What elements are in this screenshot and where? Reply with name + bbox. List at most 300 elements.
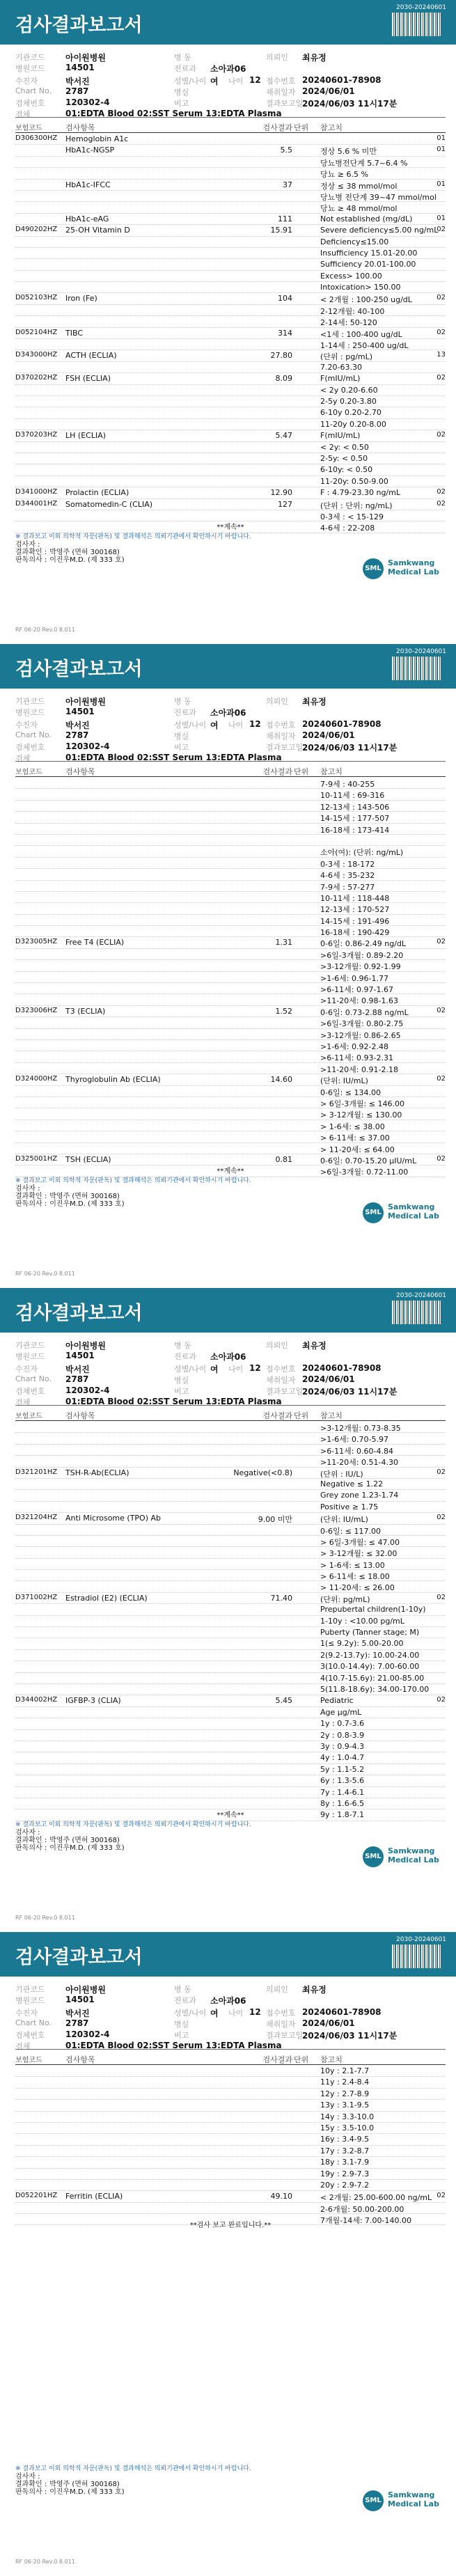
table-row bbox=[15, 937, 446, 948]
column-header-unit: 단위 bbox=[294, 123, 309, 132]
table-row bbox=[15, 134, 446, 145]
info-label: 수진자 bbox=[15, 77, 38, 86]
info-value: 최유정 bbox=[302, 1341, 327, 1351]
info-label: Chart No. bbox=[15, 730, 52, 739]
reference-range: F(mIU/mL) bbox=[320, 374, 361, 384]
signature-line bbox=[15, 1200, 251, 1208]
table-row bbox=[15, 1040, 446, 1051]
specimen-flag: 01 bbox=[437, 214, 446, 222]
column-header-unit: 단위 bbox=[294, 2055, 309, 2064]
lab-logo-mark: SML bbox=[363, 558, 384, 579]
lab-name-line1: Samkwang bbox=[388, 1846, 435, 1855]
table-row bbox=[15, 1525, 446, 1536]
table-row bbox=[15, 1513, 446, 1524]
table-row bbox=[15, 373, 446, 384]
signature-value: 박영주 (면허 300168) bbox=[49, 549, 120, 556]
info-value: 소아과06 bbox=[210, 708, 246, 718]
reference-range: Positive ≥ 1.75 bbox=[320, 1502, 379, 1511]
info-label: 진료과 bbox=[174, 708, 196, 717]
page-header bbox=[0, 1288, 456, 1333]
table-row bbox=[15, 983, 446, 994]
table-row bbox=[15, 801, 446, 812]
signature-value: 이진우M.D. (제 333 호) bbox=[49, 1200, 125, 1208]
reference-range: 0-3세 : < 15-129 bbox=[320, 512, 384, 521]
column-header-ref: 참고치 bbox=[320, 767, 343, 776]
signature-value: 이진우M.D. (제 333 호) bbox=[49, 2488, 125, 2496]
info-value: 120302-4 bbox=[65, 97, 110, 107]
info-value: 아이원병원 bbox=[65, 53, 106, 63]
report-page bbox=[0, 1932, 456, 2576]
test-result: 5.47 bbox=[275, 431, 292, 441]
reference-range: 20y : 2.9-7.2 bbox=[320, 2180, 370, 2190]
reference-range: > 11-20세: ≤ 26.00 bbox=[320, 1583, 395, 1593]
reference-range: >3-12개월: 0.92-1.99 bbox=[320, 962, 401, 972]
table-row bbox=[15, 2066, 446, 2077]
info-value: 박서진 bbox=[65, 721, 90, 730]
info-label: Chart No. bbox=[15, 2018, 52, 2027]
reference-range: > 6일-3개월: ≤ 47.00 bbox=[320, 1537, 400, 1547]
lab-logo-mark: SML bbox=[363, 1846, 384, 1867]
test-name: LH (ECLIA) bbox=[65, 431, 107, 441]
test-name: HbA1c-NGSP bbox=[65, 146, 115, 155]
info-label: 수진자 bbox=[15, 721, 38, 730]
table-row bbox=[15, 1502, 446, 1513]
signature-label: 결과확인 : bbox=[15, 1837, 47, 1844]
test-result: 5.5 bbox=[280, 146, 292, 155]
reference-range: < 2개월: 25.00-600.00 ng/mL bbox=[320, 2193, 432, 2203]
info-value: 최유정 bbox=[302, 1985, 327, 1995]
reference-range: (단위: pg/mL) bbox=[320, 1594, 370, 1604]
column-header-result: 검사결과 bbox=[262, 2055, 292, 2064]
test-name: Ferritin (ECLIA) bbox=[65, 2192, 123, 2201]
table-row bbox=[15, 396, 446, 407]
info-label: 채취일자 bbox=[266, 2020, 296, 2029]
info-label: 접수번호 bbox=[266, 2009, 296, 2018]
reference-range: 4-6세 : 22-208 bbox=[320, 524, 375, 533]
table-row bbox=[15, 881, 446, 892]
table-row bbox=[15, 168, 446, 179]
table-row bbox=[15, 328, 446, 339]
reference-range: 1y : 0.7-3.6 bbox=[320, 1719, 365, 1729]
test-code: D052103HZ bbox=[15, 294, 58, 302]
age-label: 나이 bbox=[228, 721, 244, 730]
info-label: 접수번호 bbox=[266, 1365, 296, 1374]
reference-range: 1-10y : <10.00 pg/mL bbox=[320, 1616, 404, 1626]
reference-range: 12-13세 : 170-527 bbox=[320, 905, 390, 915]
lab-name bbox=[388, 2490, 439, 2508]
signature-line bbox=[15, 1193, 251, 1200]
specimen-flag: 02 bbox=[437, 1468, 446, 1476]
table-row bbox=[15, 1695, 446, 1706]
reference-range: 10-11세 : 118-448 bbox=[320, 893, 390, 903]
info-value: 14501 bbox=[65, 707, 95, 716]
table-row bbox=[15, 2100, 446, 2111]
footer-note: ※ 결과보고 이외 의학적 자문(판독) 및 결과해석은 의뢰기관에서 확인하시기 바랍니다. bbox=[15, 533, 251, 540]
table-row bbox=[15, 1604, 446, 1615]
reference-range: >6-11세: 0.93-2.31 bbox=[320, 1053, 393, 1063]
info-value: 소아과06 bbox=[210, 1352, 246, 1362]
reference-range: 4y : 1.0-4.7 bbox=[320, 1753, 365, 1763]
info-value: 14501 bbox=[65, 63, 95, 72]
footer-signatures bbox=[15, 533, 251, 564]
specimen-flag: 01 bbox=[437, 134, 446, 142]
test-name: HbA1c-IFCC bbox=[65, 180, 111, 189]
reference-range: 11-20y: 0.50-9.00 bbox=[320, 476, 388, 486]
signature-line bbox=[15, 2481, 251, 2488]
table-row bbox=[15, 1108, 446, 1120]
specimen-flag: 02 bbox=[437, 374, 446, 382]
reference-range: 0-6일: 0.73-2.88 ng/mL bbox=[320, 1007, 409, 1017]
report-title: 검사결과보고서 bbox=[15, 1303, 143, 1324]
table-row bbox=[15, 237, 446, 248]
info-label: 검체 bbox=[15, 754, 31, 763]
reference-range: 8y : 1.6-6.5 bbox=[320, 1798, 365, 1808]
info-label: 비고 bbox=[174, 2031, 189, 2040]
reference-range: >6일-3개월: 0.72-11.00 bbox=[320, 1168, 409, 1177]
specimen-flag: 02 bbox=[437, 1593, 446, 1601]
lab-name-line2: Medical Lab bbox=[388, 2499, 439, 2508]
table-header bbox=[15, 1408, 446, 1421]
table-row bbox=[15, 1143, 446, 1154]
info-value: 아이원병원 bbox=[65, 1985, 106, 1995]
reference-range: 7개월-14세: 7.00-140.00 bbox=[320, 2216, 411, 2226]
specimen-flag: 02 bbox=[437, 499, 446, 508]
table-row bbox=[15, 180, 446, 191]
table-row bbox=[15, 1684, 446, 1695]
signature-label: 결과확인 : bbox=[15, 1193, 47, 1200]
form-code: RF 06-20 Rev.0 8.011 bbox=[15, 2559, 75, 2565]
table-row bbox=[15, 202, 446, 213]
reference-range: < 2y 0.20-6.60 bbox=[320, 385, 378, 395]
signature-label: 검사자 : bbox=[15, 1829, 40, 1837]
column-header-code: 보험코드 bbox=[15, 2057, 42, 2064]
reference-range: > 1-6세: ≤ 13.00 bbox=[320, 1560, 385, 1570]
info-label: 접수번호 bbox=[266, 721, 296, 730]
test-name: Anti Microsome (TPO) Ab bbox=[65, 1514, 162, 1523]
table-row bbox=[15, 248, 446, 259]
lab-name bbox=[388, 1202, 439, 1220]
reference-range: 2-5y 0.20-3.80 bbox=[320, 396, 377, 406]
signature-line bbox=[15, 549, 251, 556]
table-row bbox=[15, 960, 446, 971]
test-result: 314 bbox=[278, 328, 292, 338]
info-value: 2787 bbox=[65, 86, 89, 96]
report-title: 검사결과보고서 bbox=[15, 1947, 143, 1968]
test-name: Thyroglobulin Ab (ECLIA) bbox=[65, 1075, 161, 1085]
reference-range: 14y : 3.3-10.0 bbox=[320, 2112, 375, 2121]
table-row bbox=[15, 385, 446, 396]
table-row bbox=[15, 1086, 446, 1097]
info-label: 기관코드 bbox=[15, 697, 45, 706]
info-value: 20240601-78908 bbox=[302, 1363, 382, 1373]
test-result: 104 bbox=[278, 294, 292, 304]
lab-name-line1: Samkwang bbox=[388, 1202, 435, 1211]
table-row bbox=[15, 994, 446, 1005]
specimen-flag: 02 bbox=[437, 1696, 446, 1704]
signature-label: 판독의사 : bbox=[15, 556, 47, 564]
lab-name-line2: Medical Lab bbox=[388, 1211, 439, 1220]
info-label: 결과보고일 bbox=[266, 1387, 304, 1396]
table-row bbox=[15, 2077, 446, 2088]
signature-value: 박영주 (면허 300168) bbox=[49, 1193, 120, 1200]
table-row bbox=[15, 442, 446, 453]
specimen-flag: 02 bbox=[437, 1154, 446, 1163]
reference-range: >6일-3개월: 0.89-2.20 bbox=[320, 950, 404, 960]
reference-range: 16-18세 : 173-414 bbox=[320, 825, 390, 835]
table-row bbox=[15, 789, 446, 800]
test-name: 25-OH Vitamin D bbox=[65, 226, 130, 235]
table-row bbox=[15, 1490, 446, 1501]
table-row bbox=[15, 926, 446, 937]
table-row bbox=[15, 949, 446, 960]
table-row bbox=[15, 2191, 446, 2202]
reference-range: (단위 : pg/mL) bbox=[320, 352, 373, 362]
reference-range: Negative ≤ 1.22 bbox=[320, 1479, 384, 1489]
reference-range: 7-9세 : 40-255 bbox=[320, 780, 375, 789]
info-value: 소아과06 bbox=[210, 1996, 246, 2006]
table-row bbox=[15, 362, 446, 373]
result-table bbox=[15, 1422, 446, 1821]
info-value: 여 bbox=[210, 2009, 219, 2018]
signature-label: 결과확인 : bbox=[15, 2481, 47, 2488]
info-label: 진료과 bbox=[174, 64, 196, 73]
info-label: 채취일자 bbox=[266, 732, 296, 741]
info-label: 접수번호 bbox=[266, 77, 296, 86]
table-row bbox=[15, 1616, 446, 1627]
table-row bbox=[15, 824, 446, 835]
info-value: 여 bbox=[210, 721, 219, 730]
signature-label: 검사자 : bbox=[15, 541, 40, 549]
table-row bbox=[15, 2123, 446, 2134]
table-row bbox=[15, 812, 446, 823]
info-label: 비고 bbox=[174, 743, 189, 752]
reference-range: <1세 : 100-400 ug/dL bbox=[320, 329, 402, 339]
info-label: 병실 bbox=[174, 1376, 189, 1385]
table-row bbox=[15, 2157, 446, 2168]
report-page bbox=[0, 1288, 456, 1932]
divider bbox=[15, 117, 446, 118]
reference-range: >6-11세: 0.97-1.67 bbox=[320, 985, 393, 995]
info-value: 소아과06 bbox=[210, 64, 246, 74]
info-label: 병실 bbox=[174, 2020, 189, 2029]
test-result: 111 bbox=[278, 214, 292, 223]
column-header-name: 검사항목 bbox=[65, 767, 95, 776]
table-row bbox=[15, 1638, 446, 1649]
reference-range: 0-6일: 0.70-15.20 μIU/mL bbox=[320, 1156, 417, 1165]
table-row bbox=[15, 1787, 446, 1798]
age-label: 나이 bbox=[228, 1365, 244, 1374]
info-value: 2787 bbox=[65, 2018, 89, 2028]
test-code: D052201HZ bbox=[15, 2192, 58, 2200]
table-row bbox=[15, 1570, 446, 1581]
info-value: 2024/06/01 bbox=[302, 2018, 355, 2028]
info-label: 병 동 bbox=[174, 697, 191, 706]
result-table bbox=[15, 134, 446, 533]
barcode-icon bbox=[392, 657, 442, 680]
column-header-unit: 단위 bbox=[294, 767, 309, 776]
info-label: 진료과 bbox=[174, 1996, 196, 2005]
table-row bbox=[15, 2169, 446, 2180]
table-row bbox=[15, 1718, 446, 1729]
reference-range: 11y : 2.4-8.4 bbox=[320, 2078, 370, 2087]
column-header-result: 검사결과 bbox=[262, 1411, 292, 1420]
reference-range: >11-20세: 0.98-1.63 bbox=[320, 996, 398, 1006]
info-value: 박서진 bbox=[65, 1365, 90, 1374]
reference-range: 정상 5.6 % 미만 bbox=[320, 147, 377, 157]
signature-line bbox=[15, 1185, 251, 1193]
info-value: 01:EDTA Blood 02:SST Serum 13:EDTA Plasma bbox=[65, 109, 282, 118]
footer-note: ※ 결과보고 이외 의학적 자문(판독) 및 결과해석은 의뢰기관에서 확인하시기 바랍니다. bbox=[15, 2465, 251, 2472]
reference-range: 12y : 2.7-8.9 bbox=[320, 2089, 370, 2098]
reference-range: 1-14세 : 250-400 ug/dL bbox=[320, 341, 409, 351]
reference-range: 5(11.8-18.6y): 34.00-170.00 bbox=[320, 1684, 430, 1694]
table-row bbox=[15, 464, 446, 476]
lab-logo bbox=[363, 1845, 446, 1870]
table-row bbox=[15, 271, 446, 282]
specimen-flag: 01 bbox=[437, 180, 446, 188]
table-row bbox=[15, 1559, 446, 1570]
signature-label: 판독의사 : bbox=[15, 1200, 47, 1208]
table-header bbox=[15, 120, 446, 133]
reference-range: (단위 : 단위: ng/mL) bbox=[320, 501, 393, 510]
test-name: Somatomedin-C (CLIA) bbox=[65, 499, 153, 509]
reference-range: 2-14세: 50-120 bbox=[320, 318, 377, 328]
info-label: 의뢰인 bbox=[266, 53, 288, 62]
table-row bbox=[15, 1051, 446, 1062]
reference-range: 당뇨 ≥ 48 mmol/mol bbox=[320, 204, 398, 214]
reference-range: 0-6일: ≤ 134.00 bbox=[320, 1087, 381, 1097]
table-row bbox=[15, 1074, 446, 1085]
info-label: 성별/나이 bbox=[174, 2009, 207, 2018]
signature-value: 박영주 (면허 300168) bbox=[49, 2481, 120, 2488]
reference-range: Excess> 100.00 bbox=[320, 271, 382, 281]
info-value: 박서진 bbox=[65, 77, 90, 86]
info-value: 01:EDTA Blood 02:SST Serum 13:EDTA Plasma bbox=[65, 2041, 282, 2050]
test-code: D325001HZ bbox=[15, 1154, 58, 1163]
info-label: 검체 bbox=[15, 1398, 31, 1407]
test-code: D371002HZ bbox=[15, 1593, 58, 1601]
table-row bbox=[15, 225, 446, 236]
table-row bbox=[15, 1445, 446, 1456]
table-row bbox=[15, 1752, 446, 1764]
barcode-icon bbox=[392, 1301, 442, 1324]
table-row bbox=[15, 915, 446, 926]
specimen-flag: 02 bbox=[437, 431, 446, 439]
lab-name-line1: Samkwang bbox=[388, 2490, 435, 2499]
info-label: 수진자 bbox=[15, 2009, 38, 2018]
lab-name-line2: Medical Lab bbox=[388, 567, 439, 576]
info-label: 의뢰인 bbox=[266, 697, 288, 706]
reference-range: F(mIU/mL) bbox=[320, 431, 361, 441]
info-label: 채취일자 bbox=[266, 88, 296, 97]
result-table bbox=[15, 778, 446, 1177]
reference-range: 당뇨병 전단계 39~47 mmol/mol bbox=[320, 192, 437, 202]
divider bbox=[15, 1405, 446, 1406]
info-value: 2024/06/01 bbox=[302, 86, 355, 96]
info-value: 최유정 bbox=[302, 697, 327, 707]
test-name: FSH (ECLIA) bbox=[65, 374, 111, 384]
table-row bbox=[15, 1006, 446, 1017]
divider bbox=[15, 2049, 446, 2050]
info-value: 120302-4 bbox=[65, 2029, 110, 2039]
test-name: TIBC bbox=[65, 328, 83, 338]
info-label: 검체 bbox=[15, 2042, 31, 2051]
info-value: 2024/06/03 11시17분 bbox=[302, 743, 398, 753]
table-row bbox=[15, 1029, 446, 1040]
info-label: 결과보고일 bbox=[266, 99, 304, 108]
test-result: 71.40 bbox=[270, 1593, 292, 1603]
end-mark: **검사 보고 완료입니다.** bbox=[189, 2221, 272, 2229]
reference-range: 12-13세 : 143-506 bbox=[320, 802, 390, 812]
test-code: D323006HZ bbox=[15, 1006, 58, 1014]
reference-range: Insufficiency 15.01-20.00 bbox=[320, 248, 418, 258]
info-label: 결과보고일 bbox=[266, 743, 304, 752]
reference-range: F : 4.79-23.30 ng/mL bbox=[320, 488, 400, 498]
reference-range: 11-20y 0.20-8.00 bbox=[320, 419, 386, 429]
table-row bbox=[15, 892, 446, 903]
info-value: 120302-4 bbox=[65, 1385, 110, 1395]
result-table bbox=[15, 2066, 446, 2225]
reference-range: (단위 : IU/L) bbox=[320, 1469, 363, 1479]
specimen-flag: 02 bbox=[437, 1075, 446, 1083]
column-header-result: 검사결과 bbox=[262, 767, 292, 776]
reference-range: (단위: IU/mL) bbox=[320, 1076, 368, 1086]
test-result: 0.81 bbox=[275, 1154, 292, 1164]
table-row bbox=[15, 476, 446, 487]
table-row bbox=[15, 1741, 446, 1752]
reference-range: 7-9세 : 57-277 bbox=[320, 882, 375, 892]
end-mark: **계속** bbox=[217, 1812, 244, 1819]
table-row bbox=[15, 510, 446, 521]
specimen-flag: 02 bbox=[437, 328, 446, 336]
info-label: 기관코드 bbox=[15, 1985, 45, 1994]
footer-signatures bbox=[15, 1177, 251, 1208]
reference-range: > 11-20세: ≤ 64.00 bbox=[320, 1145, 395, 1154]
test-code: D321201HZ bbox=[15, 1468, 58, 1476]
test-result: 1.31 bbox=[275, 938, 292, 948]
test-code: D343000HZ bbox=[15, 351, 58, 359]
table-header bbox=[15, 2052, 446, 2065]
reference-range: 6-10y: < 0.50 bbox=[320, 465, 373, 475]
table-row bbox=[15, 1764, 446, 1775]
reference-range: Severe deficiency≤5.00 ng/mL bbox=[320, 226, 439, 235]
specimen-flag: 02 bbox=[437, 938, 446, 946]
table-row bbox=[15, 2089, 446, 2100]
table-row bbox=[15, 1017, 446, 1028]
page-header bbox=[0, 1932, 456, 1977]
specimen-flag: 02 bbox=[437, 1006, 446, 1014]
reference-range: 0-6일: ≤ 117.00 bbox=[320, 1526, 381, 1536]
table-row bbox=[15, 1120, 446, 1131]
end-mark: **계속** bbox=[217, 524, 244, 531]
reference-range: 3(10.0-14.4y): 7.00-60.00 bbox=[320, 1662, 420, 1672]
test-result: 127 bbox=[278, 499, 292, 509]
table-row bbox=[15, 2134, 446, 2145]
signature-value: 이진우M.D. (제 333 호) bbox=[49, 1844, 125, 1852]
lab-logo bbox=[363, 1201, 446, 1226]
reference-range: 7y : 1.4-6.1 bbox=[320, 1787, 365, 1797]
test-result: 1.52 bbox=[275, 1006, 292, 1016]
info-label: 기관코드 bbox=[15, 53, 45, 62]
info-label: 의뢰인 bbox=[266, 1341, 288, 1350]
footer-signatures bbox=[15, 1821, 251, 1852]
info-value: 2024/06/01 bbox=[302, 1374, 355, 1384]
test-code: D052104HZ bbox=[15, 328, 58, 336]
info-value: 2787 bbox=[65, 1374, 89, 1384]
reference-range: 소아(여): (단위: ng/mL) bbox=[320, 848, 404, 858]
test-code: D370202HZ bbox=[15, 374, 58, 382]
specimen-flag: 02 bbox=[437, 1514, 446, 1522]
